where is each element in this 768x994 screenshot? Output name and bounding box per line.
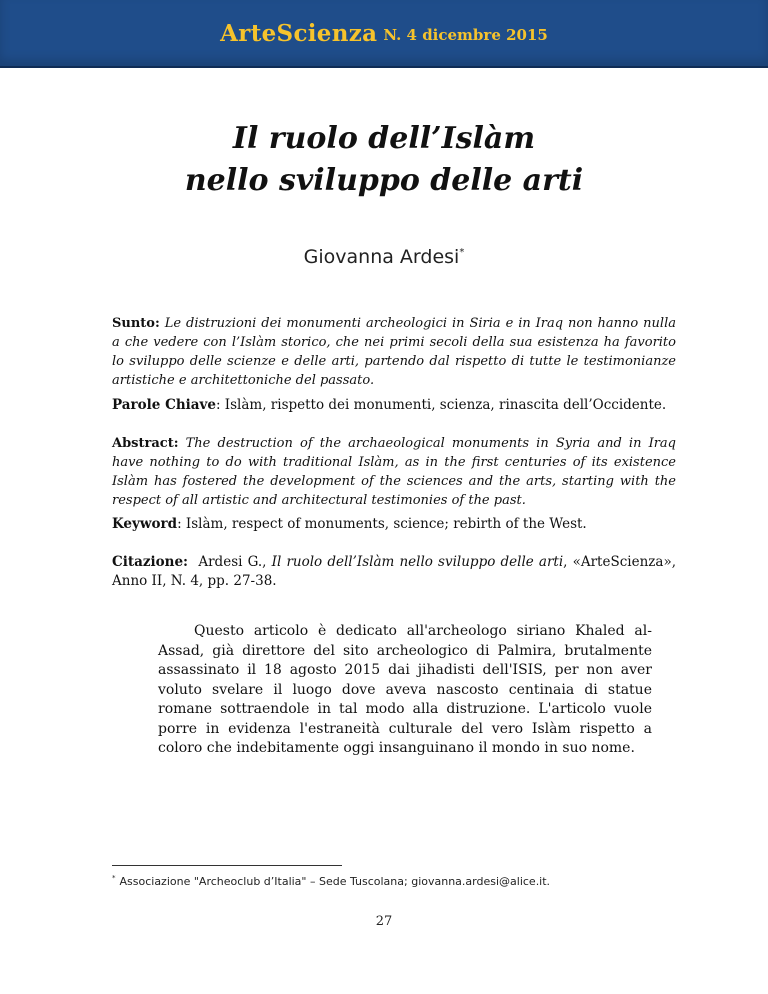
article-title xyxy=(0,118,768,202)
parole-chiave-text: : Islàm, rispetto dei monumenti, scienza, rinascita dell’Occidente. xyxy=(215,397,667,413)
footnote-mark: * xyxy=(112,874,116,882)
citazione-author: Ardesi G., xyxy=(198,554,267,570)
citazione-title: Il ruolo dell’Islàm nello sviluppo delle arti xyxy=(271,554,564,570)
footnote-divider xyxy=(112,865,342,866)
author-text: Giovanna Ardesi xyxy=(303,246,460,268)
parole-chiave-label: Parole Chiave xyxy=(112,397,216,413)
page-number: 27 xyxy=(375,914,393,929)
keyword-text: : Islàm, respect of monuments, science; rebirth of the West. xyxy=(177,516,587,532)
citazione-paragraph xyxy=(112,553,676,591)
keyword-label: Keyword xyxy=(112,516,178,532)
article-title-line-1: Il ruolo dell’Islàm xyxy=(232,121,536,156)
abstract-paragraph xyxy=(112,434,676,510)
journal-header-banner xyxy=(0,0,768,68)
dedication-paragraph: Questo articolo è dedicato all'archeologo siriano Khaled al-Assad, già direttore del sito archeologico di Palmira, brutalmente assassinato il 18 agosto 2015 dai jihadisti dell'ISIS, per non aver voluto svelare il luogo dove aveva nascosto centinaia di statue romane sottraendole in tal modo alla distruzione. L'articolo vuole porre in evidenza l'estraneità culturale del vero Islàm rispetto a coloro che indebitamente oggi insanguinano il mondo in suo nome. xyxy=(158,623,652,756)
footnote xyxy=(112,874,676,888)
author-footnote-mark[interactable]: * xyxy=(459,247,465,258)
journal-name: ArteScienza xyxy=(220,19,378,47)
abstract-label: Abstract: xyxy=(112,436,179,451)
citazione-label: Citazione: xyxy=(112,554,189,570)
author-name xyxy=(0,246,768,268)
parole-chiave-paragraph xyxy=(112,396,676,415)
citazione-source: , «ArteScienza», Anno II, N. 4, pp. 27-38. xyxy=(112,554,676,589)
sunto-label: Sunto: xyxy=(112,316,160,331)
footnote-text: Associazione "Archeoclub d’Italia" – Sede Tuscolana; giovanna.ardesi@alice.it. xyxy=(119,875,551,888)
sunto-paragraph xyxy=(112,314,676,390)
abstract-text: The destruction of the archaeological monuments in Syria and in Iraq have nothing to do with traditional Islàm, as in the first centuries of its existence Islàm has fostered the development of the sciences and the arts, starting with the respect of all artistic and architectural testimonies of the past. xyxy=(112,436,676,508)
article-title-line-2: nello sviluppo delle arti xyxy=(184,163,584,198)
issue-info: N. 4 dicembre 2015 xyxy=(383,26,548,44)
sunto-text: Le distruzioni dei monumenti archeologici in Siria e in Iraq non hanno nulla a che vedere con l’Islàm storico, che nei primi secoli della sua esistenza ha favorito lo sviluppo delle scienze e delle arti, partendo dal rispetto di tutte le testimonianze artistiche e architettoniche del passato. xyxy=(112,316,676,388)
keyword-paragraph xyxy=(112,515,676,534)
